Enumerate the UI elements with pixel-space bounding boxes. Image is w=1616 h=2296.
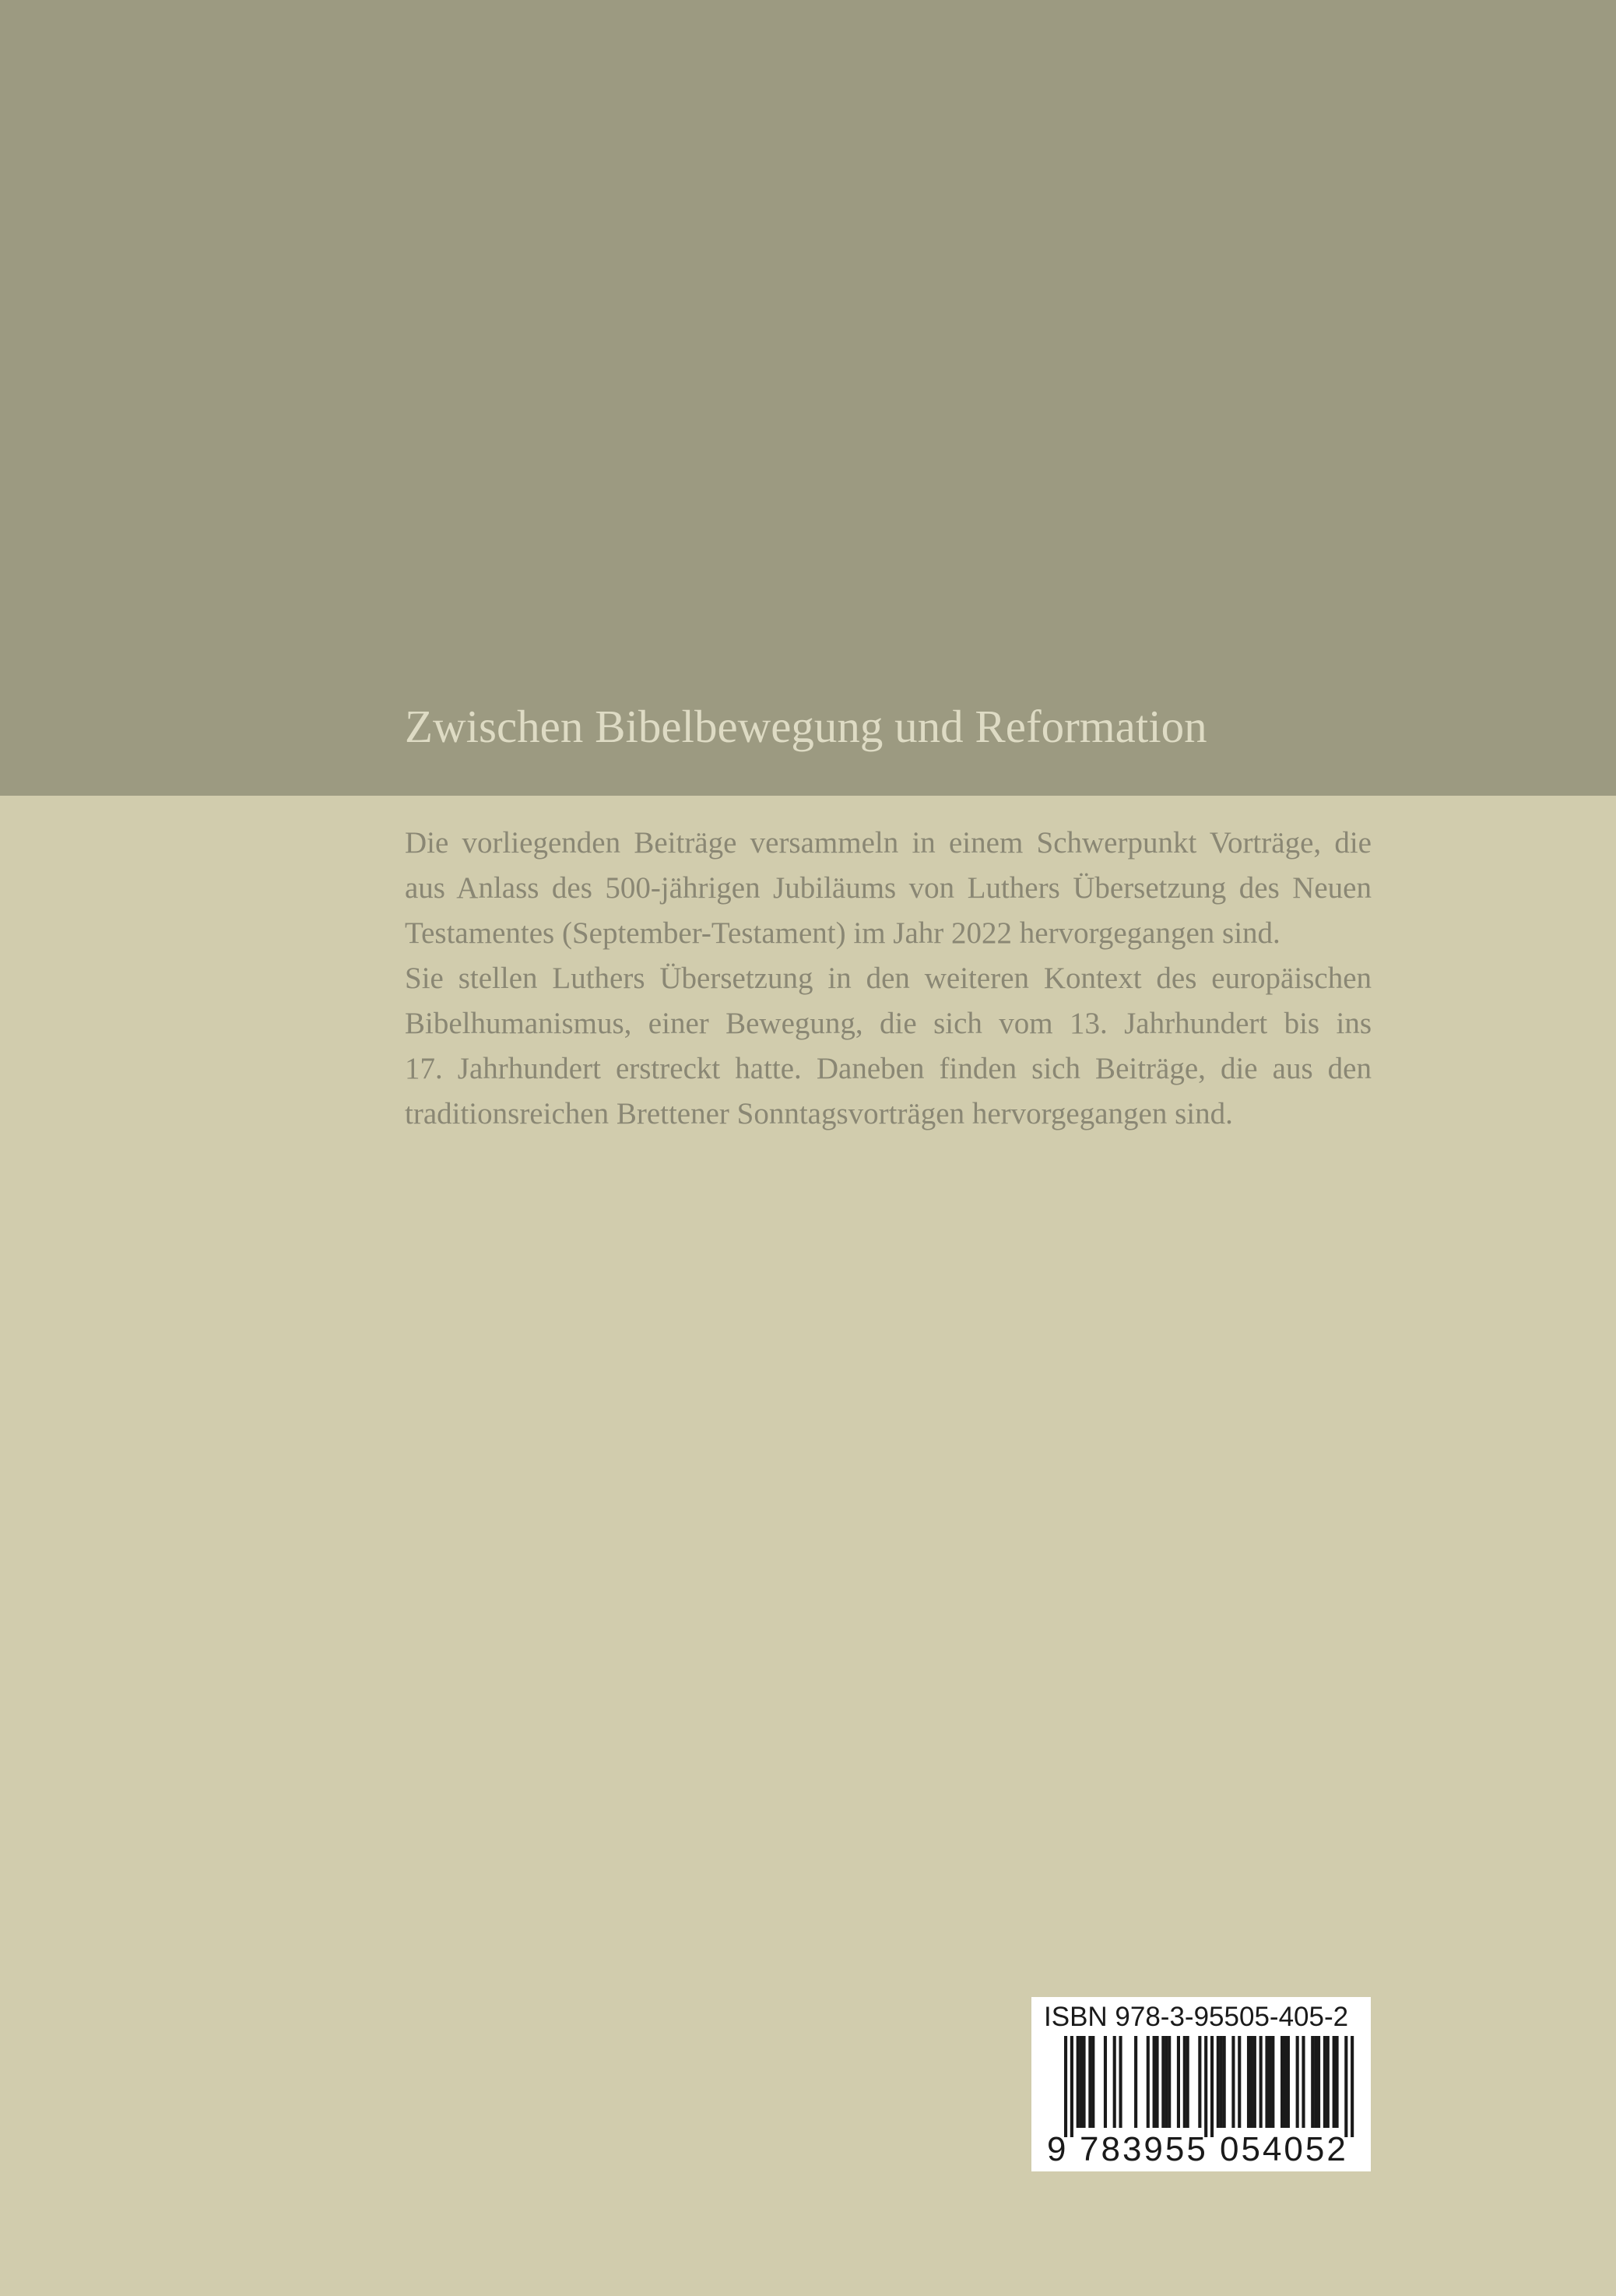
barcode-bar [1147,2036,1150,2128]
barcode-bar [1268,2036,1271,2128]
barcode-bar [1302,2036,1305,2128]
barcode-bar [1091,2036,1094,2128]
barcode-bar [1161,2036,1165,2128]
barcode-bar [1281,2036,1284,2128]
barcode-bar [1326,2036,1330,2128]
blurb-line: 17. Jahrhundert erstreckt hatte. Daneben finden sich Beiträge, die aus den [405,1052,1372,1085]
barcode-bar [1323,2036,1326,2128]
ean-left-group: 783955 [1080,2130,1208,2168]
isbn-barcode-box [1031,1997,1371,2171]
barcode-bar [1220,2036,1223,2128]
blurb-line: traditionsreichen Brettener Sonntagsvorträgen hervorgegangen sind. [405,1097,1233,1130]
barcode-bar [1077,2036,1080,2128]
ean-right-group: 054052 [1220,2130,1348,2168]
barcode-bar [1165,2036,1168,2128]
book-title: Zwischen Bibelbewegung und Reformation [405,701,1207,752]
barcode-bar [1253,2036,1256,2128]
barcode-bars [1047,2036,1358,2137]
blurb-text [405,821,1372,1137]
barcode-bar [1287,2036,1290,2128]
ean-first-digit: 9 [1047,2130,1066,2168]
barcode-bar [1113,2036,1116,2128]
blurb-line: aus Anlass des 500-jährigen Jubiläums von Luthers Übersetzung des Neuen [405,871,1372,905]
barcode-guard-bar [1204,2036,1207,2137]
barcode-bar [1336,2036,1339,2128]
barcode-bar [1088,2036,1091,2128]
barcode-bar [1168,2036,1171,2128]
isbn-label: ISBN 978-3-95505-405-2 [1044,2002,1349,2032]
barcode-guard-bar [1070,2036,1073,2137]
barcode-bar [1119,2036,1122,2128]
barcode-guard-bar [1064,2036,1067,2137]
barcode-bar [1317,2036,1320,2128]
barcode-bar [1155,2036,1158,2128]
barcode-bar [1311,2036,1314,2128]
blurb-line: Testamentes (September-Testament) im Jahr 2022 hervorgegangen sind. [405,916,1281,950]
barcode-bar [1314,2036,1317,2128]
barcode-bar [1082,2036,1085,2128]
barcode-guard-bar [1351,2036,1354,2137]
barcode-bar [1265,2036,1268,2128]
barcode-guard-bar [1210,2036,1214,2137]
blurb-line: Sie stellen Luthers Übersetzung in den weiteren Kontext des europäischen [405,962,1372,995]
barcode-bar [1250,2036,1253,2128]
barcode-bar [1186,2036,1189,2128]
barcode-bar [1223,2036,1226,2128]
barcode-bar [1198,2036,1201,2128]
barcode-bar [1104,2036,1107,2128]
barcode-bar [1217,2036,1220,2128]
barcode-guard-bar [1344,2036,1347,2137]
barcode-bar [1238,2036,1241,2128]
ean-digits [1047,2131,1358,2168]
barcode-bar [1177,2036,1180,2128]
barcode-bar [1271,2036,1274,2128]
barcode-bar [1333,2036,1336,2128]
barcode-bar [1259,2036,1263,2128]
barcode-bar [1153,2036,1156,2128]
barcode-bar [1080,2036,1083,2128]
cover-top-band [0,0,1616,796]
barcode-bar [1231,2036,1235,2128]
blurb-line: Bibelhumanismus, einer Bewegung, die sich vom 13. Jahrhundert bis ins [405,1007,1372,1040]
barcode-bar [1284,2036,1287,2128]
barcode-bar [1134,2036,1137,2128]
barcode-bar [1247,2036,1250,2128]
barcode-bar [1183,2036,1186,2128]
barcode-bar [1296,2036,1299,2128]
blurb-line: Die vorliegenden Beiträge versammeln in einem Schwerpunkt Vorträge, die [405,826,1372,860]
